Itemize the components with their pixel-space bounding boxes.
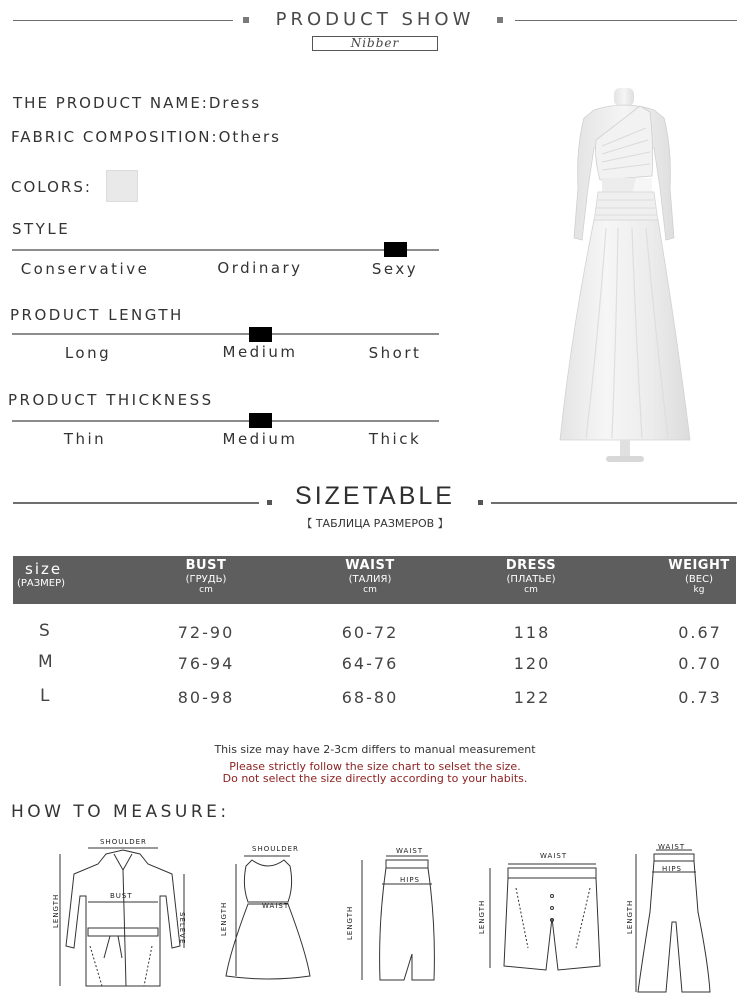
page-title: PRODUCT SHOW xyxy=(275,9,475,30)
sleeve-label: SELEVE xyxy=(178,912,186,945)
hips-label: HIPS xyxy=(662,865,682,873)
thickness-scale-marker xyxy=(249,413,272,428)
row-size: S xyxy=(39,621,50,641)
length-option-medium: Medium xyxy=(222,343,298,361)
product-name-value: Dress xyxy=(208,94,262,112)
size-warning-2: Do not select the size directly according to your habits. xyxy=(222,772,528,785)
style-scale-track xyxy=(12,249,439,251)
waist-label: WAIST xyxy=(658,843,686,851)
row-bust: 80-98 xyxy=(177,688,235,707)
sizetable-left-rule xyxy=(13,502,259,504)
length-option-short: Short xyxy=(368,344,422,362)
thickness-title: PRODUCT THICKNESS xyxy=(8,391,214,409)
col-weight: WEIGHT (ВЕС) kg xyxy=(668,558,730,596)
row-weight: 0.73 xyxy=(678,688,722,707)
row-dress: 120 xyxy=(513,654,551,673)
brand-label: Nibber xyxy=(312,36,438,51)
row-dress: 118 xyxy=(513,623,551,642)
row-dress: 122 xyxy=(513,688,551,707)
length-label: LENGTH xyxy=(220,901,228,936)
row-waist: 64-76 xyxy=(341,654,399,673)
style-option-sexy: Sexy xyxy=(371,260,419,278)
length-label: LENGTH xyxy=(478,899,486,934)
product-name-label: THE PRODUCT NAME: xyxy=(13,94,209,112)
size-warning-1: Please strictly follow the size chart to selset the size. xyxy=(229,760,521,773)
trousers-measure-sketch xyxy=(622,842,712,996)
row-waist: 60-72 xyxy=(341,623,399,642)
col-dress: DRESS (ПЛАТЬЕ) cm xyxy=(505,558,557,596)
header-right-dot xyxy=(497,17,503,23)
sizetable-title: SIZETABLE xyxy=(295,482,455,510)
row-weight: 0.67 xyxy=(678,623,722,642)
dress-measure-sketch xyxy=(214,842,314,992)
skirt-measure-sketch xyxy=(342,844,442,994)
length-label: LENGTH xyxy=(52,893,60,928)
row-weight: 0.70 xyxy=(678,654,722,673)
style-scale-marker xyxy=(384,242,407,257)
col-bust: BUST (ГРУДЬ) cm xyxy=(185,558,227,596)
dress-outline-icon xyxy=(214,842,314,992)
skirt-outline-icon xyxy=(342,844,442,994)
dress-on-mannequin-illustration xyxy=(536,88,712,468)
how-to-measure-title: HOW TO MEASURE: xyxy=(11,802,230,822)
style-option-conservative: Conservative xyxy=(20,260,150,278)
length-scale-marker xyxy=(249,327,272,342)
col-size: size (РАЗМЕР) xyxy=(17,560,66,590)
thickness-option-medium: Medium xyxy=(222,430,298,448)
col-waist: WAIST (ТАЛИЯ) cm xyxy=(345,558,395,596)
sizetable-header xyxy=(13,556,736,604)
fabric-row xyxy=(11,128,281,146)
length-label: LENGTH xyxy=(346,905,354,940)
header-left-rule xyxy=(13,20,233,21)
length-title: PRODUCT LENGTH xyxy=(10,306,184,324)
waist-label: WAIST xyxy=(540,852,568,860)
shorts-outline-icon xyxy=(472,848,612,978)
header-right-rule xyxy=(515,20,737,21)
row-bust: 72-90 xyxy=(177,623,235,642)
bust-label: BUST xyxy=(110,892,133,900)
jacket-measure-sketch xyxy=(48,836,198,996)
fabric-value: Others xyxy=(218,128,281,146)
thickness-scale-track xyxy=(12,420,439,422)
fabric-label: FABRIC COMPOSITION: xyxy=(11,128,219,146)
measurement-note: This size may have 2-3cm differs to manual measurement xyxy=(214,743,536,756)
product-photo xyxy=(536,88,712,468)
style-title: STYLE xyxy=(12,220,71,238)
colors-label: COLORS: xyxy=(11,178,92,196)
shorts-measure-sketch xyxy=(472,848,612,978)
product-name-row xyxy=(13,94,261,112)
length-label: LENGTH xyxy=(626,899,634,934)
row-waist: 68-80 xyxy=(341,688,399,707)
waist-label: WAIST xyxy=(262,902,290,910)
thickness-option-thin: Thin xyxy=(63,430,107,448)
row-size: M xyxy=(38,652,53,672)
hips-label: HIPS xyxy=(400,876,420,884)
sizetable-subtitle: 【 ТАБЛИЦА РАЗМЕРОВ 】 xyxy=(301,517,449,530)
thickness-option-thick: Thick xyxy=(368,430,422,448)
shoulder-label: SHOULDER xyxy=(100,838,147,846)
length-option-long: Long xyxy=(64,344,112,362)
jacket-outline-icon xyxy=(48,836,198,996)
row-bust: 76-94 xyxy=(177,654,235,673)
color-swatch[interactable] xyxy=(106,170,138,202)
sizetable-right-rule xyxy=(491,502,737,504)
waist-label: WAIST xyxy=(396,847,424,855)
row-size: L xyxy=(40,686,50,706)
length-scale-track xyxy=(12,333,439,335)
style-option-ordinary: Ordinary xyxy=(217,259,303,277)
shoulder-label: SHOULDER xyxy=(252,845,299,853)
sizetable-right-dot xyxy=(478,500,483,505)
